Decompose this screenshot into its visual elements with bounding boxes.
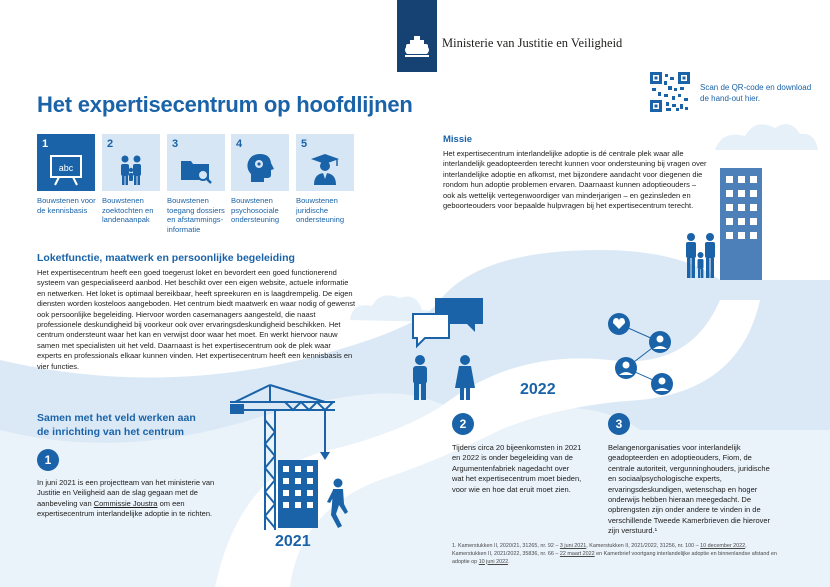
pillar-number: 1: [42, 138, 49, 150]
rijksoverheid-logo: [397, 0, 437, 72]
pillar-card-1: [37, 134, 95, 191]
abc-board-icon: [49, 152, 83, 186]
pillar-label-5: Bouwstenen juridische ondersteuning: [296, 196, 345, 224]
footnote-link-1[interactable]: 3 juni 2021: [559, 543, 587, 549]
pillar-number: 3: [172, 138, 179, 150]
qr-code[interactable]: [650, 72, 690, 112]
pillar-card-3: [167, 134, 225, 191]
svg-text:abc: abc: [58, 163, 74, 173]
conversation-illustration: [405, 296, 485, 401]
footnote: [452, 543, 782, 566]
head-gear-icon: [243, 152, 277, 186]
cloud-top-right: [715, 124, 818, 150]
footnote-link-4[interactable]: 10 juni 2022: [478, 558, 509, 565]
footnote-part: en Kamerbrief voortgang interlandelijke adoptie en binnenlandse afstand en adoptie op: [452, 550, 777, 565]
graduate-icon: [308, 152, 342, 186]
step-1-text-b: om een expertisecentrum interlandelijke adoptie in te richten.: [37, 498, 213, 519]
walking-person-icon: [322, 478, 352, 528]
footnote-part: 1. Kamerstukken II, 2020/21, 31265, nr. 92 –: [452, 543, 560, 549]
pillar-number: 5: [301, 138, 308, 150]
loket-text: Het expertisecentrum heeft een goed toegerust loket en bevordert een goed functionerend systeem van gespecialiseerd aanbod. Het beschikt over een eigen website, actuele informatie en netwerken. Het loket is optimaal bereikbaar, heeft spreekuren en is laagdrempelig. De eigen diensten worden kosteloos aangeboden. Het centrum biedt maatwerk en waar nodig of gewenst ook persoonlijke begeleiding. Hiervoor worden casemanagers aangesteld, die naast professionele deskundigheid bij voorkeur ook over ervaringsdeskundigheid beschikken. Het centrum ondersteunt waar het kan en verwijst door waar het moet. En werkt hiervoor nauw samen met specialisten uit het veld. Daarnaast is het expertisecentrum ook de plek waar experts en professionals elkaar kunnen vinden. Het expertisecentrum heeft een kennisbasis en vier functies.: [37, 268, 356, 371]
step-1-badge: 1: [37, 449, 59, 471]
step-3-text: Belangenorganisaties voor interlandelijk geadopteerden en adoptieouders, Fiom, de centrale autoriteit, vergunninghouders, juridische en sociaalpsychologische experts, ervaringsdeskundigen, wetenschap en hoger onderwijs hebben hieraan meegedacht. De opbrengsten zijn onder andere te vinden in de verschillende Tweede Kamerbrieven die hierover zijn verstuurd.¹: [608, 443, 771, 536]
pillar-label-3: Bouwstenen toegang dossiers en afstammings-informatie: [167, 196, 225, 234]
commissie-joustra-link[interactable]: Commissie Joustra: [93, 498, 158, 508]
year-2021-label: 2021: [275, 533, 311, 550]
step-2-text: Tijdens circa 20 bijeenkomsten in 2021 en 2022 is onder begeleiding van de Argumentenfabriek nagedacht over wat het expertisecentrum moet bieden, voor wie en hoe dat eruit moet zien.: [452, 443, 582, 494]
ministry-name: Ministerie van Justitie en Veiligheid: [442, 36, 623, 50]
footnote-link-3[interactable]: 22 maart 2022: [559, 550, 595, 557]
footnote-part: .: [508, 558, 510, 565]
pillar-number: 2: [107, 138, 114, 150]
folder-search-icon: [179, 152, 213, 186]
year-2022-label: 2022: [520, 381, 556, 398]
pillar-label-2: Bouwstenen zoektochten en landenaanpak: [102, 196, 154, 224]
step-1-text: [37, 478, 222, 520]
step-2-badge: 2: [452, 413, 474, 435]
pillar-label-4: Bouwstenen psychosociale ondersteuning: [231, 196, 280, 224]
pillar-number: 4: [236, 138, 243, 150]
samen-heading: Samen met het veld werken aan de inrichting van het centrum: [37, 412, 196, 438]
page-title: Het expertisecentrum op hoofdlijnen: [37, 92, 413, 117]
footnote-part: , Kamerstukken II, 2021/2022, 35836, nr. 66 –: [452, 543, 747, 557]
pillar-card-2: [102, 134, 160, 191]
qr-instruction: Scan de QR-code en download de hand-out hier.: [700, 83, 812, 103]
pillar-card-5: [296, 134, 354, 191]
missie-heading: Missie: [443, 134, 473, 145]
footnote-link-2[interactable]: 10 december 2022: [700, 543, 746, 549]
footnote-part: , Kamerstukken II, 2021/2022, 31256, nr. 100 –: [586, 543, 701, 549]
pillar-card-4: [231, 134, 289, 191]
step-3-badge: 3: [608, 413, 630, 435]
pillar-label-1: Bouwstenen voor de kennisbasis: [37, 196, 96, 215]
building-small-icon: [278, 460, 323, 528]
network-avatars-illustration: [602, 310, 682, 400]
loket-heading: Loketfunctie, maatwerk en persoonlijke begeleiding: [37, 252, 295, 264]
family-icon: [114, 152, 148, 186]
family-figures-icon: [683, 232, 719, 284]
step-1-text-a: In juni 2021 is een projectteam van het ministerie van Justitie en Veiligheid aan de slag gegaan met de aanbeveling van: [37, 478, 215, 508]
missie-text: Het expertisecentrum interlandelijke adoptie is dé centrale plek waar alle interlandelijk geadopteerden terecht kunnen voor ondersteuning bij vragen over interlandelijke adoptie en afkomst, met bijzondere aandacht voor diegenen die rondom hun adoptie problemen ervaren. Daarnaast kunnen adoptieouders – ook als wettelijk vertegenwoordiger van minderjarigen – en gezinsleden en geboorteouders voor bepaalde hulpvragen bij het expertisecentrum terecht.: [443, 149, 707, 211]
